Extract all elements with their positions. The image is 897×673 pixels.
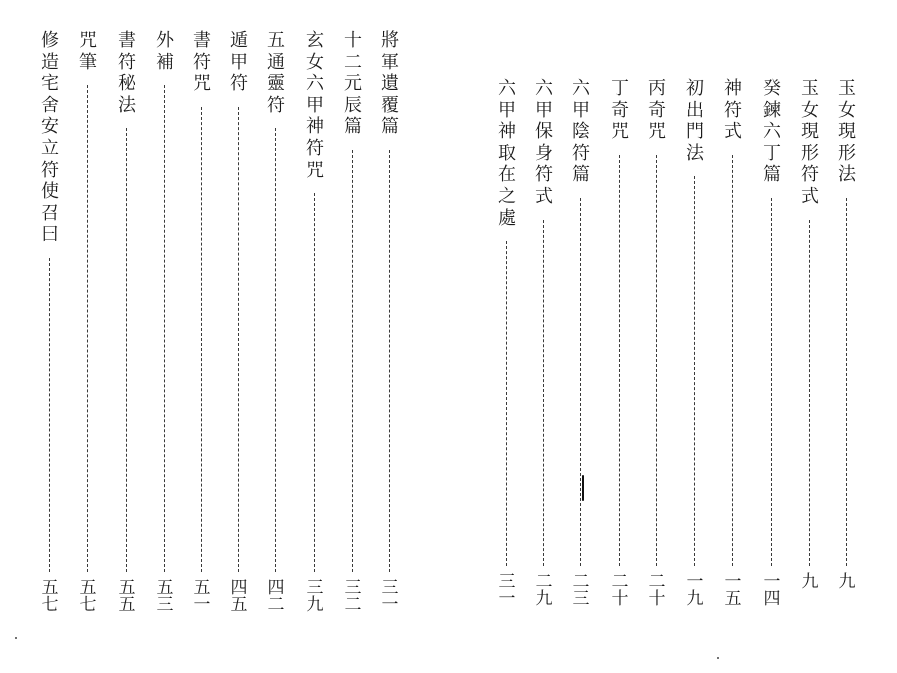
page-number: 五 三: [156, 578, 174, 615]
right-toc-entry: [677, 0, 713, 673]
entry-title: 神 符 式: [724, 78, 742, 143]
page-number: 一 五: [724, 572, 742, 609]
dotted-leader: [580, 198, 581, 566]
right-toc-entry: [754, 0, 790, 673]
entry-title: 六 甲 保 身 符 式: [535, 78, 553, 207]
page-number: 四 二: [267, 578, 285, 615]
dotted-leader: [771, 198, 772, 566]
page-number: 五 一: [193, 578, 211, 615]
right-toc-entry: [602, 0, 638, 673]
entry-title: 玉 女 現 形 法: [838, 78, 856, 186]
dotted-leader: [694, 176, 695, 566]
right-toc-entry: [792, 0, 828, 673]
page-number: 五 七: [41, 578, 59, 615]
entry-title: 癸 鍊 六 丁 篇: [763, 78, 781, 186]
right-toc-entry: [639, 0, 675, 673]
page-number: 二 三: [572, 572, 590, 609]
page-number: 二 十: [648, 572, 666, 609]
page-number: 五 五: [118, 578, 136, 615]
dotted-leader: [846, 198, 847, 566]
scan-speck: [717, 657, 719, 659]
page-number: 三 一: [381, 578, 399, 615]
scan-speck: [15, 637, 17, 639]
entry-title: 玉 女 現 形 符 式: [801, 78, 819, 207]
page-number: 五 七: [79, 578, 97, 615]
entry-title: 玄 女 六 甲 神 符 咒: [306, 30, 324, 181]
page-number: 三 二: [344, 578, 362, 615]
right-toc-entry: [563, 0, 599, 673]
entry-title: 丁 奇 咒: [611, 78, 629, 143]
page-number: 四 五: [230, 578, 248, 615]
page-number: 三 一: [498, 572, 516, 609]
dotted-leader: [732, 155, 733, 566]
dotted-leader: [809, 220, 810, 566]
entry-title: 將 軍 遺 覆 篇: [381, 30, 399, 138]
dotted-leader: [619, 155, 620, 566]
scan-speck: [582, 475, 584, 501]
entry-title: 五 通 靈 符: [267, 30, 285, 116]
page-number: 二 九: [535, 572, 553, 609]
right-toc-entry: [715, 0, 751, 673]
entry-title: 十 二 元 辰 篇: [344, 30, 362, 138]
entry-title: 六 甲 神 取 在 之 處: [498, 78, 516, 229]
dotted-leader: [506, 241, 507, 566]
entry-title: 初 出 門 法: [686, 78, 704, 164]
page-number: 三 九: [306, 578, 324, 615]
entry-title: 書 符 咒: [193, 30, 211, 95]
entry-title: 書 符 秘 法: [118, 30, 136, 116]
page-number: 一 四: [763, 572, 781, 609]
dotted-leader: [656, 155, 657, 566]
page-number: 二 十: [611, 572, 629, 609]
page-number: 九: [838, 572, 856, 592]
entry-title: 六 甲 陰 符 篇: [572, 78, 590, 186]
page-number: 一 九: [686, 572, 704, 609]
page-number: 九: [801, 572, 819, 592]
entry-title: 修 造 宅 舍 安 立 符 使 召 曰: [41, 30, 59, 246]
right-toc-entry: [526, 0, 562, 673]
dotted-leader: [543, 220, 544, 566]
entry-title: 遁 甲 符: [230, 30, 248, 95]
entry-title: 外 補: [156, 30, 174, 73]
entry-title: 丙 奇 咒: [648, 78, 666, 143]
right-toc-entry: [489, 0, 525, 673]
entry-title: 咒 筆: [79, 30, 97, 73]
right-toc-entry: [829, 0, 865, 673]
